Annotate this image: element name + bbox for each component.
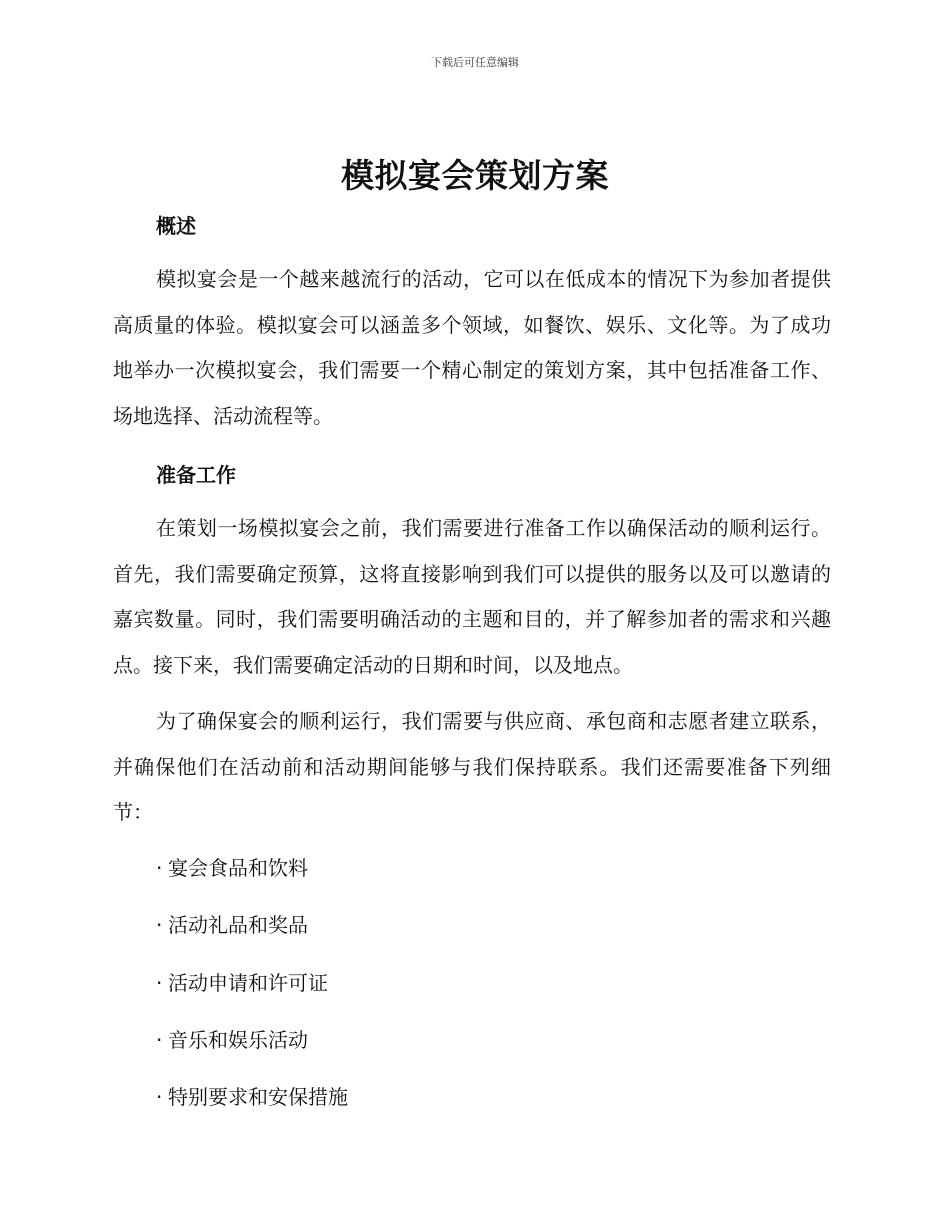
list-item: [156, 1020, 348, 1077]
bullet-marker: ·: [156, 1027, 163, 1052]
bullet-marker: ·: [156, 1085, 163, 1110]
bullet-marker: ·: [156, 856, 163, 880]
list-item: [156, 1077, 348, 1134]
list-item: [156, 848, 348, 905]
document-title: 模拟宴会策划方案: [341, 156, 609, 195]
list-item-text: 活动申请和许可证: [168, 970, 328, 995]
list-item-text: 特别要求和安保措施: [168, 1085, 348, 1110]
list-item: [156, 905, 348, 962]
section-heading-preparation: 准备工作: [156, 463, 236, 487]
list-item-text: 音乐和娱乐活动: [168, 1027, 308, 1052]
section-heading-overview: 概述: [156, 214, 196, 238]
list-item: [156, 963, 348, 1020]
bullet-marker: ·: [156, 913, 163, 938]
paragraph-preparation-1: 在策划一场模拟宴会之前，我们需要进行准备工作以确保活动的顺利运行。首先，我们需要确定预算，这将直接影响到我们可以提供的服务以及可以邀请的嘉宾数量。同时，我们需要明确活动的主题和目的，并了解参加者的需求和兴趣点。接下来，我们需要确定活动的日期和时间，以及地点。: [113, 516, 831, 677]
paragraph-overview: 模拟宴会是一个越来越流行的活动，它可以在低成本的情况下为参加者提供高质量的体验。模拟宴会可以涵盖多个领域，如餐饮、娱乐、文化等。为了成功地举办一次模拟宴会，我们需要一个精心制定的策划方案，其中包括准备工作、场地选择、活动流程等。: [113, 267, 831, 428]
paragraph-preparation-2: 为了确保宴会的顺利运行，我们需要与供应商、承包商和志愿者建立联系，并确保他们在活动前和活动期间能够与我们保持联系。我们还需要准备下列细节：: [113, 709, 831, 824]
list-item-text: 活动礼品和奖品: [168, 913, 308, 938]
list-item-text: 宴会食品和饮料: [168, 856, 308, 880]
header-note: 下载后可任意编辑: [431, 56, 519, 69]
bullet-marker: ·: [156, 970, 163, 995]
preparation-bullet-list: [156, 848, 348, 1134]
